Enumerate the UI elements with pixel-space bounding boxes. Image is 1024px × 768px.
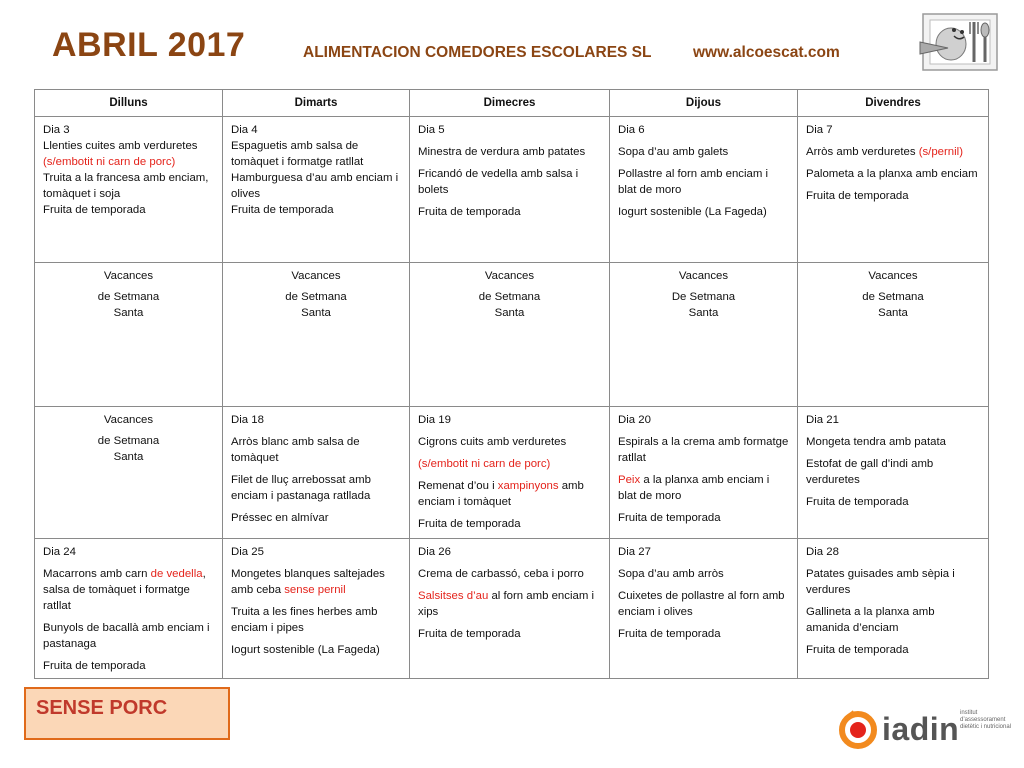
dish-text: Macarrons amb carn	[43, 568, 151, 580]
dish-text: Cigrons cuits amb verduretes	[418, 436, 567, 448]
holiday-label: Vacances	[103, 270, 154, 282]
menu-dish	[618, 144, 789, 160]
dish-text: Fruita de temporada	[418, 518, 521, 530]
dish-note-highlight: (s/embotit ni carn de porc)	[418, 458, 551, 470]
menu-dish	[618, 626, 789, 642]
holiday-label: Santa	[113, 451, 144, 463]
menu-dish	[618, 166, 789, 198]
dish-text: Fruita de temporada	[418, 206, 521, 218]
dish-text: Fruita de temporada	[231, 204, 334, 216]
week-row	[35, 407, 989, 539]
menu-dish	[418, 566, 601, 582]
menu-dish	[418, 434, 601, 450]
holiday-label: de Setmana	[285, 291, 347, 303]
menu-dish	[231, 510, 401, 526]
day-cell	[798, 117, 989, 263]
dish-text: Dia 25	[231, 546, 264, 558]
dish-text: Fruita de temporada	[43, 660, 146, 672]
dish-text: Dia 5	[418, 124, 445, 136]
dish-text: Fruita de temporada	[43, 204, 146, 216]
day-date	[618, 544, 789, 560]
menu-dish	[806, 642, 980, 658]
dish-text: Fruita de temporada	[806, 190, 909, 202]
menu-dish	[806, 456, 980, 488]
dish-text: Fruita de temporada	[806, 496, 909, 508]
day-date	[231, 544, 401, 560]
holiday-label: de Setmana	[478, 291, 541, 303]
day-cell	[35, 407, 223, 539]
dish-note-highlight: (s/pernil)	[918, 146, 963, 158]
menu-dish	[418, 204, 601, 220]
dish-text: Sopa d’au amb galets	[618, 146, 729, 158]
dish-text: Filet de lluç arrebossat amb enciam i pastanaga ratllada	[231, 474, 371, 502]
sense-porc-label: SENSE PORC	[36, 697, 168, 719]
day-date	[418, 412, 601, 428]
page-title: ABRIL 2017	[52, 26, 246, 64]
dish-text: Dia 20	[618, 414, 651, 426]
dish-text: Estofat de gall d’indi amb verduretes	[806, 458, 934, 486]
day-date	[418, 544, 601, 560]
sense-porc-badge	[24, 687, 230, 740]
dish-text: Dia 24	[43, 546, 76, 558]
day-date	[231, 122, 401, 138]
menu-dish	[806, 166, 980, 182]
menu-dish	[418, 588, 601, 620]
menu-dish	[806, 188, 980, 204]
day-date	[806, 544, 980, 560]
cutlery-icon	[918, 10, 1000, 72]
dish-note-highlight: Peix	[618, 474, 641, 486]
dish-text: Patates guisades amb sèpia i verdures	[806, 568, 955, 596]
dish-text: al forn amb enciam i xips	[418, 590, 595, 618]
weekday-header-row	[35, 90, 989, 117]
menu-dish	[806, 566, 980, 598]
day-cell	[223, 263, 410, 407]
day-cell	[610, 117, 798, 263]
day-date	[418, 122, 601, 138]
website-link[interactable]: www.alcoescat.com	[693, 44, 840, 61]
dish-text: , salsa de tomàquet i formatge ratllat	[43, 568, 206, 612]
menu-dish	[43, 154, 214, 170]
day-header: Dimecres	[410, 90, 610, 117]
holiday-label: Santa	[301, 307, 331, 319]
day-cell	[410, 117, 610, 263]
holiday-label: de Setmana	[862, 291, 924, 303]
menu-dish	[418, 144, 601, 160]
menu-dish	[618, 204, 789, 220]
holiday-label: De Setmana	[671, 291, 736, 303]
dish-text: Llenties cuites amb verduretes	[43, 140, 198, 152]
day-cell	[610, 539, 798, 679]
dish-text: Gallineta a la planxa amb amanida d’enciam	[806, 606, 935, 634]
dish-text: Truita a les fines herbes amb enciam i pipes	[231, 606, 378, 634]
menu-dish	[231, 566, 401, 598]
menu-dish	[618, 434, 789, 466]
day-cell	[798, 263, 989, 407]
day-date	[43, 122, 214, 138]
day-header: Dimarts	[223, 90, 410, 117]
menu-dish	[231, 434, 401, 466]
dish-text: Dia 7	[806, 124, 833, 136]
iadin-tagline: institut d’assessorament dietètic i nutricional	[960, 710, 1012, 730]
menu-dish	[806, 434, 980, 450]
dish-text: a la planxa amb enciam i blat de moro	[618, 474, 770, 502]
day-header: Dilluns	[35, 90, 223, 117]
holiday-label: Vacances	[103, 414, 154, 426]
dish-note-highlight: sense pernil	[284, 584, 346, 596]
day-cell	[223, 117, 410, 263]
dish-text: Dia 3	[43, 124, 70, 136]
day-date	[618, 412, 789, 428]
weekly-menu-table	[34, 89, 989, 679]
dish-text: Dia 6	[618, 124, 645, 136]
dish-note-highlight: de vedella	[150, 568, 203, 580]
day-date	[618, 122, 789, 138]
dish-text: Dia 19	[418, 414, 451, 426]
menu-dish	[618, 566, 789, 582]
dish-text: Crema de carbassó, ceba i porro	[418, 568, 584, 580]
menu-dish	[231, 170, 401, 202]
week-row	[35, 539, 989, 679]
holiday-label: Santa	[113, 307, 144, 319]
menu-dish	[231, 202, 401, 218]
day-cell	[798, 407, 989, 539]
dish-text: Fruita de temporada	[618, 512, 721, 524]
menu-dish	[418, 478, 601, 510]
dish-text: Mongetes blanques saltejades amb ceba	[231, 568, 385, 596]
dish-text: Minestra de verdura amb patates	[418, 146, 586, 158]
menu-dish	[418, 626, 601, 642]
day-cell	[610, 407, 798, 539]
dish-text: Arròs amb verduretes	[806, 146, 919, 158]
menu-dish	[806, 144, 980, 160]
dish-text: Bunyols de bacallà amb enciam i pastanaga	[43, 622, 210, 650]
menu-dish	[231, 642, 401, 658]
holiday-label: de Setmana	[97, 435, 160, 447]
menu-dish	[43, 658, 214, 674]
iadin-logo-icon	[838, 708, 878, 750]
dish-text: Dia 28	[806, 546, 839, 558]
dish-text: Dia 27	[618, 546, 651, 558]
holiday-label: Vacances	[678, 270, 729, 282]
menu-dish	[43, 170, 214, 202]
day-header: Divendres	[798, 90, 989, 117]
menu-dish	[418, 166, 601, 198]
dish-text: Fruita de temporada	[618, 628, 721, 640]
iadin-wordmark: iadin	[882, 711, 960, 747]
dish-text: Espaguetis amb salsa de tomàquet i formatge ratllat	[231, 140, 364, 168]
menu-dish	[618, 510, 789, 526]
dish-text: Cuixetes de pollastre al forn amb enciam i olives	[618, 590, 785, 618]
menu-dish	[43, 620, 214, 652]
week-row	[35, 263, 989, 407]
menu-dish	[618, 472, 789, 504]
menu-dish	[43, 202, 214, 218]
dish-text: Dia 21	[806, 414, 839, 426]
day-cell	[610, 263, 798, 407]
holiday-label: Santa	[494, 307, 525, 319]
day-cell	[35, 263, 223, 407]
dish-text: Pollastre al forn amb enciam i blat de moro	[618, 168, 769, 196]
company-name: ALIMENTACION COMEDORES ESCOLARES SL	[303, 44, 652, 61]
menu-dish	[43, 566, 214, 614]
dish-text: Hamburguesa d’au amb enciam i olives	[231, 172, 399, 200]
menu-dish	[418, 456, 601, 472]
dish-text: Dia 4	[231, 124, 258, 136]
day-cell	[35, 117, 223, 263]
dish-text: Dia 18	[231, 414, 264, 426]
dish-text: Espirals a la crema amb formatge ratllat	[618, 436, 789, 464]
dish-note-highlight: (s/embotit ni carn de porc)	[43, 156, 176, 168]
menu-dish	[43, 138, 214, 154]
day-date	[806, 122, 980, 138]
day-cell	[410, 263, 610, 407]
holiday-label: Vacances	[291, 270, 341, 282]
dish-text: Truita a la francesa amb enciam, tomàquet i soja	[43, 172, 209, 200]
day-header: Dijous	[610, 90, 798, 117]
menu-dish	[418, 516, 601, 532]
day-cell	[798, 539, 989, 679]
dish-text: Iogurt sostenible (La Fageda)	[618, 206, 767, 218]
holiday-label: Vacances	[484, 270, 535, 282]
menu-dish	[231, 604, 401, 636]
day-date	[43, 544, 214, 560]
dish-text: Fricandó de vedella amb salsa i bolets	[418, 168, 579, 196]
holiday-label: Santa	[878, 307, 908, 319]
day-cell	[410, 407, 610, 539]
day-cell	[223, 539, 410, 679]
dish-note-highlight: xampinyons	[497, 480, 559, 492]
day-cell	[223, 407, 410, 539]
day-date	[806, 412, 980, 428]
dish-text: Palometa a la planxa amb enciam	[806, 168, 978, 180]
dish-text: Préssec en almívar	[231, 512, 329, 524]
holiday-label: Vacances	[868, 270, 918, 282]
dish-text: Sopa d’au amb arròs	[618, 568, 724, 580]
dish-text: Arròs blanc amb salsa de tomàquet	[231, 436, 360, 464]
dish-text: Mongeta tendra amb patata	[806, 436, 946, 448]
holiday-label: de Setmana	[97, 291, 160, 303]
day-cell	[410, 539, 610, 679]
iadin-logo	[838, 708, 1018, 754]
holiday-label: Santa	[688, 307, 719, 319]
dish-text: Fruita de temporada	[806, 644, 909, 656]
dish-text: Dia 26	[418, 546, 451, 558]
menu-dish	[231, 472, 401, 504]
dish-text: amb enciam i tomàquet	[418, 480, 584, 508]
day-cell	[35, 539, 223, 679]
menu-dish	[618, 588, 789, 620]
dish-text: Fruita de temporada	[418, 628, 521, 640]
dish-note-highlight: Salsitses d’au	[418, 590, 489, 602]
dish-text: Iogurt sostenible (La Fageda)	[231, 644, 380, 656]
menu-dish	[806, 494, 980, 510]
dish-text: Remenat d’ou i	[418, 480, 498, 492]
week-row	[35, 117, 989, 263]
menu-dish	[806, 604, 980, 636]
menu-dish	[231, 138, 401, 170]
day-date	[231, 412, 401, 428]
